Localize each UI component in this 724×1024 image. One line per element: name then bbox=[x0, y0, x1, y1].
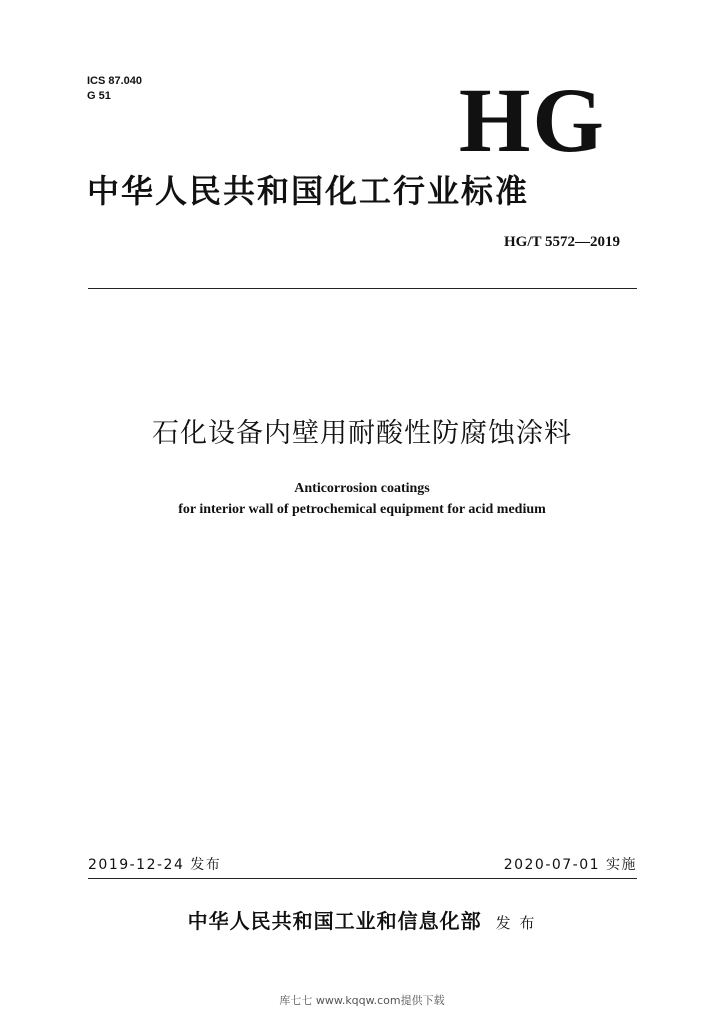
bottom-divider bbox=[88, 878, 637, 879]
issuer-name: 中华人民共和国工业和信息化部 bbox=[187, 909, 482, 933]
issuer bbox=[0, 907, 724, 937]
issuer-verb: 发 布 bbox=[495, 914, 537, 932]
implementation-date: 2020-07-01 实施 bbox=[503, 857, 637, 873]
classification-codes bbox=[87, 74, 142, 104]
issue-date: 2019-12-24 发布 bbox=[88, 857, 222, 873]
ics-code: ICS 87.040 bbox=[87, 75, 143, 87]
standard-code: HG/T 5572—2019 bbox=[504, 234, 620, 250]
title-en-line-1: Anticorrosion coatings bbox=[294, 481, 430, 496]
download-footer: 库七七 www.kqqw.com提供下载 bbox=[279, 994, 445, 1007]
document-title-en bbox=[0, 478, 724, 520]
top-divider bbox=[88, 288, 637, 289]
hg-logo: HG bbox=[458, 69, 606, 171]
ccs-code: G 51 bbox=[87, 90, 111, 102]
standard-title: 中华人民共和国化工行业标准 bbox=[87, 172, 530, 210]
document-title-cn: 石化设备内壁用耐酸性防腐蚀涂料 bbox=[152, 418, 572, 449]
title-en-line-2: for interior wall of petrochemical equipment for acid medium bbox=[178, 502, 546, 517]
